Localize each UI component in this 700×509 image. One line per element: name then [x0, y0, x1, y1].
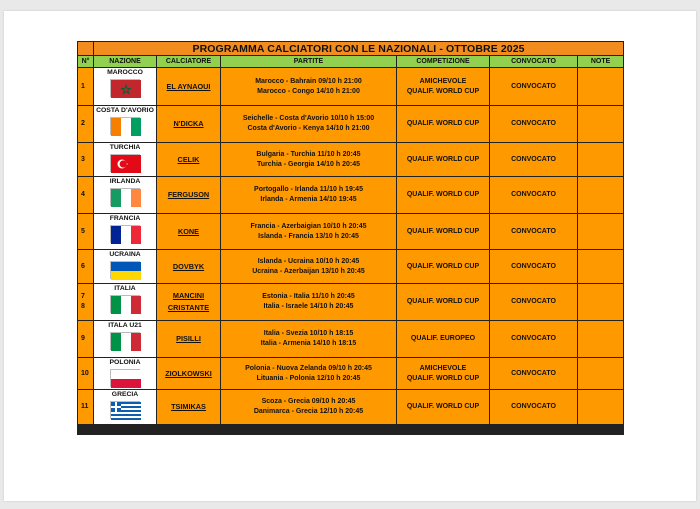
player-name: CELIK: [177, 154, 200, 164]
player-name: N'DICKA: [173, 119, 204, 128]
competition-line: AMICHEVOLE: [419, 364, 467, 372]
nation-cell: [94, 177, 157, 214]
header-competition: COMPETIZIONE: [397, 56, 490, 68]
notes-cell: [578, 106, 624, 143]
competition-line: QUALIF. EUROPEO: [410, 335, 476, 342]
row-number: 9: [78, 321, 94, 358]
matches-cell: [221, 143, 397, 177]
notes-cell: [578, 177, 624, 214]
row-number: 7 8: [78, 284, 94, 321]
nation-name: COSTA D'AVORIO: [96, 107, 154, 114]
matches-cell: [221, 321, 397, 358]
player-name: PISILLI: [176, 334, 201, 343]
row-number: 4: [78, 177, 94, 214]
match-line: Danimarca - Grecia 12/10 h 20:45: [253, 408, 364, 415]
player-cell: [157, 250, 221, 284]
italy-flag-icon: [110, 295, 140, 313]
competition-line: QUALIF. WORLD CUP: [406, 227, 480, 235]
row-number: 11: [78, 390, 94, 425]
table-row: [78, 284, 624, 321]
match-line: Bulgaria - Turchia 11/10 h 20:45: [256, 150, 361, 158]
header-num: N°: [78, 56, 94, 68]
notes-cell: [578, 68, 624, 106]
competition-line: QUALIF. WORLD CUP: [406, 298, 480, 305]
called-cell: CONVOCATO: [490, 68, 578, 106]
player-name: DOVBYK: [172, 261, 205, 271]
player-cell: [157, 106, 221, 143]
table-row: [78, 106, 624, 143]
player-name: MANCINI CRISTANTE: [167, 291, 210, 312]
match-line: Estonia - Italia 11/10 h 20:45: [262, 293, 355, 300]
match-line: Italia - Svezia 10/10 h 18:15: [263, 330, 354, 337]
match-line: Costa d'Avorio - Kenya 14/10 h 21:00: [247, 125, 370, 132]
called-cell: CONVOCATO: [490, 390, 578, 425]
match-line: Islanda - Francia 13/10 h 20:45: [258, 232, 359, 240]
competition-line: QUALIF. WORLD CUP: [406, 191, 480, 198]
nation-name: ITALIA: [114, 285, 136, 292]
competition-line: QUALIF. WORLD CUP: [406, 262, 480, 270]
notes-cell: [578, 358, 624, 390]
nation-cell: [94, 321, 157, 358]
table-row: [78, 177, 624, 214]
table-row: [78, 390, 624, 425]
competition-cell: [397, 321, 490, 358]
competition-line: AMICHEVOLE: [419, 77, 467, 85]
notes-cell: [578, 214, 624, 250]
document-sheet: [4, 11, 696, 501]
player-cell: [157, 358, 221, 390]
ivory-coast-flag-icon: [110, 117, 140, 135]
row-number: 3: [78, 143, 94, 177]
nation-cell: [94, 143, 157, 177]
match-line: Polonia - Nuova Zelanda 09/10 h 20:45: [245, 364, 372, 372]
poland-flag-icon: [110, 369, 140, 387]
player-cell: [157, 284, 221, 321]
nation-cell: [94, 68, 157, 106]
called-cell: CONVOCATO: [490, 143, 578, 177]
row-number: 10: [78, 358, 94, 390]
notes-cell: [578, 390, 624, 425]
match-line: Ucraina - Azerbaijan 13/10 h 20:45: [252, 267, 365, 275]
match-line: Marocco - Bahrain 09/10 h 21:00: [255, 77, 362, 85]
called-cell: CONVOCATO: [490, 284, 578, 321]
match-line: Portogallo - Irlanda 11/10 h 19:45: [254, 186, 363, 193]
footer-bar-cell: [78, 425, 624, 435]
competition-cell: [397, 390, 490, 425]
competition-cell: [397, 250, 490, 284]
page-title: PROGRAMMA CALCIATORI CON LE NAZIONALI - OTTOBRE 2025: [94, 42, 624, 56]
france-flag-icon: [110, 225, 140, 243]
matches-cell: [221, 284, 397, 321]
match-line: Marocco - Congo 14/10 h 21:00: [257, 87, 360, 95]
player-name: EL AYNAOUI: [166, 81, 211, 91]
players-schedule-table: [77, 41, 624, 435]
player-cell: [157, 143, 221, 177]
notes-cell: [578, 143, 624, 177]
player-cell: [157, 390, 221, 425]
nation-name: GRECIA: [111, 391, 139, 398]
player-cell: [157, 214, 221, 250]
nation-name: TURCHIA: [109, 144, 141, 151]
competition-cell: [397, 214, 490, 250]
nation-cell: [94, 284, 157, 321]
called-cell: CONVOCATO: [490, 177, 578, 214]
matches-cell: [221, 68, 397, 106]
competition-line: QUALIF. WORLD CUP: [406, 155, 480, 163]
ukraine-flag-icon: [110, 261, 140, 279]
row-number: 1: [78, 68, 94, 106]
matches-cell: [221, 106, 397, 143]
nation-name: FRANCIA: [109, 215, 141, 222]
match-line: Islanda - Ucraina 10/10 h 20:45: [257, 257, 360, 265]
nation-name: ITALA U21: [108, 322, 142, 329]
match-line: Francia - Azerbaigian 10/10 h 20:45: [250, 222, 367, 230]
table-row: [78, 68, 624, 106]
notes-cell: [578, 321, 624, 358]
match-line: Italia - Israele 14/10 h 20:45: [263, 303, 354, 310]
row-number: 5: [78, 214, 94, 250]
nation-name: UCRAINA: [109, 251, 141, 258]
player-cell: [157, 177, 221, 214]
greece-flag-icon: [110, 401, 140, 419]
footer-bar: [78, 425, 624, 435]
competition-line: QUALIF. WORLD CUP: [406, 87, 480, 95]
header-notes: NOTE: [578, 56, 624, 68]
turkey-flag-icon: [110, 154, 140, 172]
title-corner: [78, 42, 94, 56]
match-line: Italia - Armenia 14/10 h 18:15: [260, 340, 357, 347]
called-cell: CONVOCATO: [490, 214, 578, 250]
called-cell: CONVOCATO: [490, 106, 578, 143]
player-cell: [157, 321, 221, 358]
player-name: FERGUSON: [167, 190, 210, 199]
competition-cell: [397, 106, 490, 143]
table-row: [78, 214, 624, 250]
morocco-flag-icon: [110, 79, 140, 97]
player-name: KONE: [177, 226, 200, 236]
matches-cell: [221, 214, 397, 250]
competition-cell: [397, 68, 490, 106]
nation-cell: [94, 358, 157, 390]
table-row: [78, 143, 624, 177]
competition-cell: [397, 284, 490, 321]
ireland-flag-icon: [110, 188, 140, 206]
row-number: 2: [78, 106, 94, 143]
matches-cell: [221, 250, 397, 284]
header-called: CONVOCATO: [490, 56, 578, 68]
nation-name: POLONIA: [109, 359, 141, 366]
header-matches: PARTITE: [221, 56, 397, 68]
table-row: [78, 250, 624, 284]
player-name: ZIOLKOWSKI: [165, 368, 212, 378]
match-line: Irlanda - Armenia 14/10 19:45: [260, 196, 357, 203]
header-row: [78, 56, 624, 68]
matches-cell: [221, 177, 397, 214]
player-name: TSIMIKAS: [171, 402, 206, 411]
notes-cell: [578, 250, 624, 284]
called-cell: CONVOCATO: [490, 358, 578, 390]
called-cell: CONVOCATO: [490, 250, 578, 284]
notes-cell: [578, 284, 624, 321]
nation-cell: [94, 106, 157, 143]
nation-cell: [94, 390, 157, 425]
matches-cell: [221, 358, 397, 390]
competition-cell: [397, 177, 490, 214]
match-line: Turchia - Georgia 14/10 h 20:45: [257, 160, 360, 168]
match-line: Scoza - Grecia 09/10 h 20:45: [261, 398, 356, 405]
competition-cell: [397, 143, 490, 177]
table-row: [78, 321, 624, 358]
competition-line: QUALIF. WORLD CUP: [406, 403, 480, 410]
nation-name: MAROCCO: [107, 69, 143, 76]
nation-name: IRLANDA: [109, 178, 141, 185]
called-cell: CONVOCATO: [490, 321, 578, 358]
match-line: Lituania - Polonia 12/10 h 20:45: [256, 374, 361, 382]
title-row: [78, 42, 624, 56]
row-number: 6: [78, 250, 94, 284]
competition-line: QUALIF. WORLD CUP: [406, 374, 480, 382]
header-player: CALCIATORE: [157, 56, 221, 68]
table-row: [78, 358, 624, 390]
match-line: Seichelle - Costa d'Avorio 10/10 h 15:00: [242, 115, 375, 122]
italy-flag-icon: [110, 332, 140, 350]
nation-cell: [94, 214, 157, 250]
player-cell: [157, 68, 221, 106]
matches-cell: [221, 390, 397, 425]
nation-cell: [94, 250, 157, 284]
header-nation: NAZIONE: [94, 56, 157, 68]
competition-cell: [397, 358, 490, 390]
competition-line: QUALIF. WORLD CUP: [406, 120, 480, 127]
